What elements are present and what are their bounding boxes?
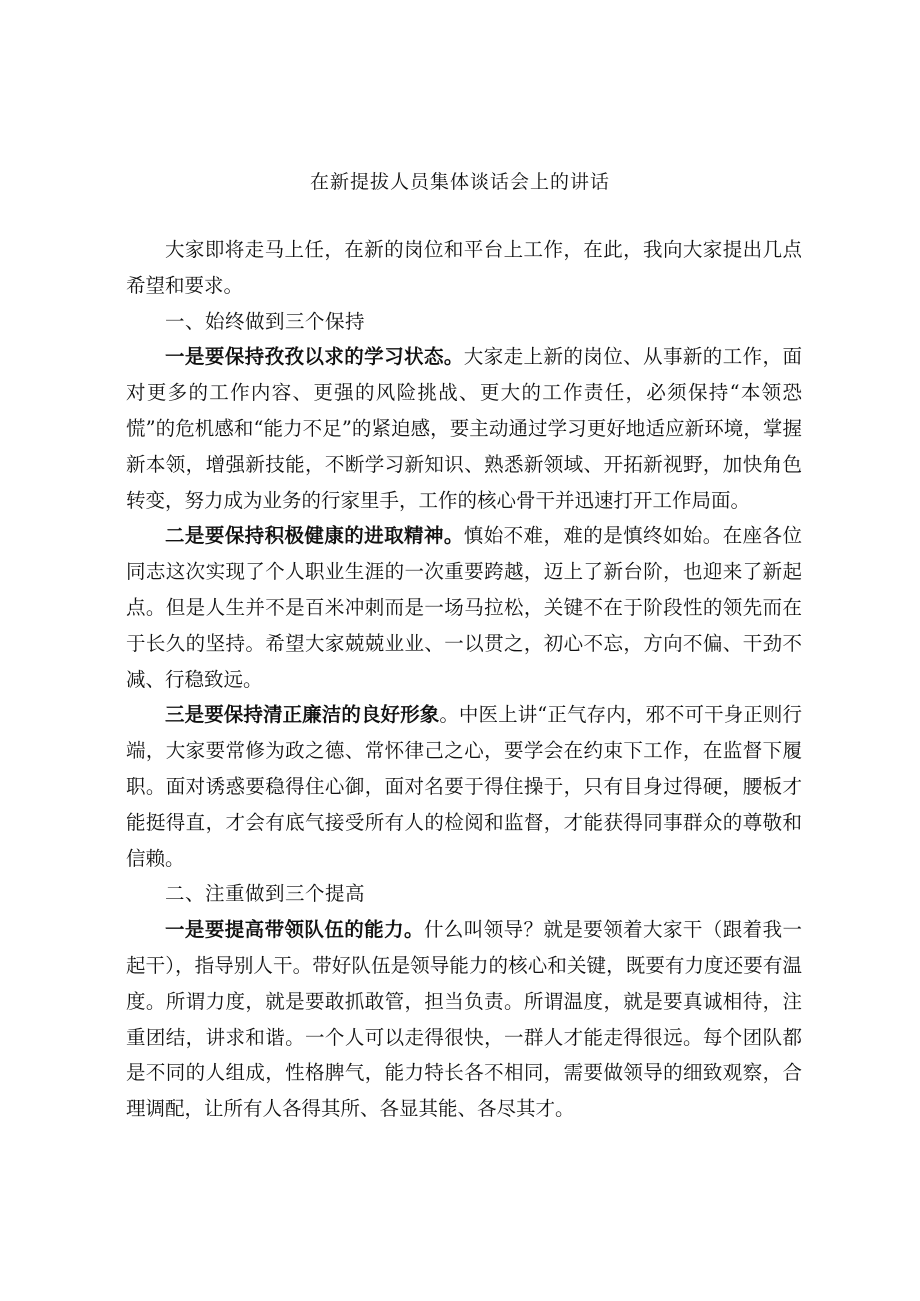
paragraph-1-2 (126, 518, 802, 697)
paragraph-lead: 二是要保持积极健康的进取精神。 (165, 524, 464, 548)
document-title: 在新提拔人员集体谈话会上的讲话 (309, 171, 610, 193)
paragraph-text: 。中医上讲“正气存内，邪不可干身正则行端，大家要常修为政之德、常怀律己之心，要学会在约束下工作，在监督下履职。面对诱惑要稳得住心御，面对名要于得住操于，只有目身过得硬，腰板才能挺得直，才会有底气接受所有人的检阅和监督，才能获得同事群众的尊敬和信赖。 (126, 703, 802, 870)
section-heading-1: 一、始终做到三个保持 (165, 309, 366, 333)
paragraph-text: 慎始不难，难的是慎终如始。在座各位同志这次实现了个人职业生涯的一次重要跨越，迈上了新台阶，也迎来了新起点。但是人生并不是百米冲刺而是一场马拉松，关键不在于阶段性的领先而在于长久的坚持。希望大家兢兢业业、一以贯之，初心不忘，方向不偏、干劲不减、行稳致远。 (126, 524, 802, 691)
paragraph-text: 什么叫领导？就是要领着大家干（跟着我一起干），指导别人干。带好队伍是领导能力的核心和关键，既要有力度还要有温度。所谓力度，就是要敢抓敢管，担当负责。所谓温度，就是要真诚相待，注重团结，讲求和谐。一个人可以走得很快，一群人才能走得很远。每个团队都是不同的人组成，性格脾气，能力特长各不相同，需要做领导的细致观察，合理调配，让所有人各得其所、各显其能、各尽其才。 (126, 918, 802, 1121)
section-heading-2: 二、注重做到三个提高 (165, 882, 366, 906)
paragraph-lead: 三是要保持清正廉洁的良好形象 (165, 703, 440, 727)
intro-paragraph: 大家即将走马上任，在新的岗位和平台上工作，在此，我向大家提出几点希望和要求。 (126, 238, 802, 297)
paragraph-1-1 (126, 339, 802, 518)
document-body (126, 232, 802, 1127)
paragraph-2-1 (126, 912, 802, 1127)
paragraph-1-3 (126, 697, 802, 876)
paragraph-text: 大家走上新的岗位、从事新的工作，面对更多的工作内容、更强的风险挑战、更大的工作责任，必须保持“本领恐慌”的危机感和“能力不足”的紧迫感，要主动通过学习更好地适应新环境，掌握新本领，增强新技能，不断学习新知识、熟悉新领域、开拓新视野，加快角色转变，努力成为业务的行家里手，工作的核心骨干并迅速打开工作局面。 (126, 345, 802, 512)
paragraph-lead: 一是要保持孜孜以求的学习状态。 (165, 345, 464, 369)
paragraph-lead: 一是要提高带领队伍的能力。 (165, 918, 424, 942)
